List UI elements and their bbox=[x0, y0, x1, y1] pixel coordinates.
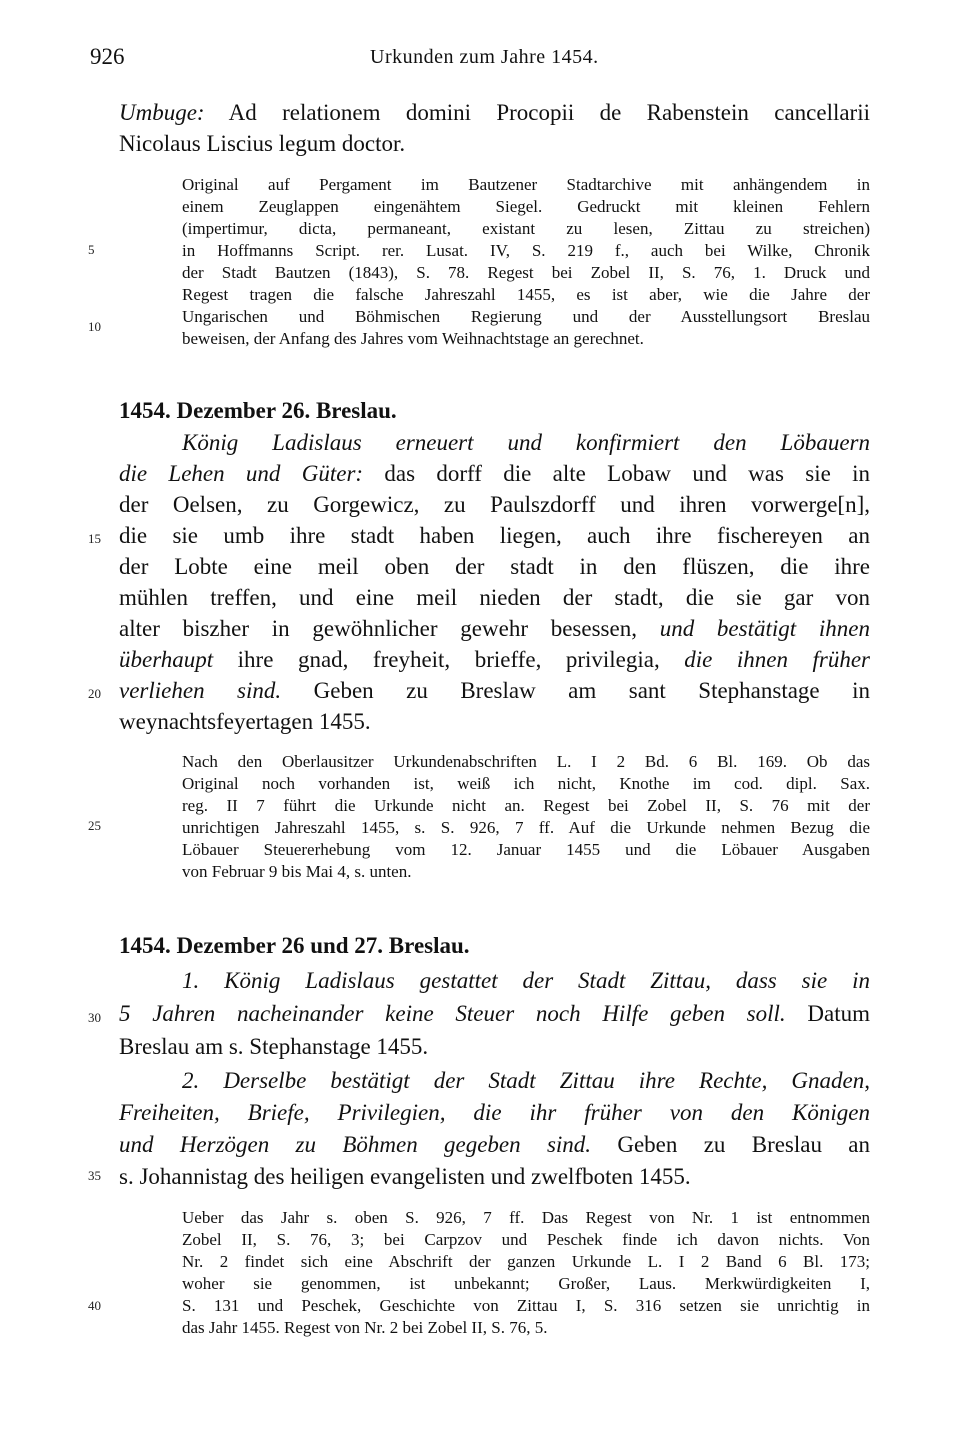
note-line: einem Zeuglappen eingenähtem Siegel. Gedruckt mit kleinen Fehlern bbox=[182, 197, 870, 216]
line-number: 35 bbox=[88, 1168, 101, 1183]
page-number: 926 bbox=[90, 44, 125, 69]
note-line: S. 131 und Peschek, Geschichte von Zittau I, S. 316 setzen sie unrichtig in bbox=[182, 1296, 870, 1315]
text-line bbox=[119, 1132, 870, 1158]
note-line: Ungarischen und Böhmischen Regierung und der Ausstellungsort Breslau bbox=[182, 307, 870, 326]
text-span: überhaupt bbox=[119, 647, 214, 672]
note-line: von Februar 9 bis Mai 4, s. unten. bbox=[182, 862, 412, 881]
note-line: Nach den Oberlausitzer Urkundenabschriften L. I 2 Bd. 6 Bl. 169. Ob das bbox=[182, 752, 870, 771]
note-line: Zobel II, S. 76, 3; bei Carpzov und Peschek finde ich davon nichts. Von bbox=[182, 1230, 870, 1249]
entry-heading: 1454. Dezember 26. Breslau. bbox=[119, 398, 397, 423]
text-span: 5 Jahren nacheinander keine Steuer noch Hilfe geben soll. bbox=[119, 1001, 786, 1026]
note-line: Original auf Pergament im Bautzener Stadtarchive mit anhängendem in bbox=[182, 175, 870, 194]
text-span: 1. König Ladislaus gestattet der Stadt Zittau, dass sie in bbox=[182, 968, 870, 993]
line-number: 5 bbox=[88, 242, 95, 257]
note-line: (impertimur, dicta, permaneant, existant zu lesen, Zittau zu streichen) bbox=[182, 219, 870, 238]
note-line: beweisen, der Anfang des Jahres vom Weihnachtstage an gerechnet. bbox=[182, 329, 644, 348]
text-line: die sie umb ihre stadt haben liegen, auch ihre fischereyen an bbox=[119, 523, 870, 548]
line-number: 30 bbox=[88, 1010, 101, 1025]
note-line: unrichtigen Jahreszahl 1455, s. S. 926, 7 ff. Auf die Urkunde nehmen Bezug die bbox=[182, 818, 870, 837]
text-line: Breslau am s. Stephanstage 1455. bbox=[119, 1034, 429, 1059]
text-line bbox=[182, 1068, 870, 1094]
text-line bbox=[182, 968, 870, 994]
text-line: der Oelsen, zu Gorgewicz, zu Paulszdorff und ihren vorwerge[n], bbox=[119, 492, 870, 517]
text-span: König Ladislaus erneuert und konfirmiert den Löbauern bbox=[182, 430, 870, 455]
note-line: in Hoffmanns Script. rer. Lusat. IV, S. 219 f., auch bei Wilke, Chronik bbox=[182, 241, 870, 260]
line-number: 40 bbox=[88, 1298, 101, 1313]
line-number: 10 bbox=[88, 319, 101, 334]
text-line bbox=[119, 1001, 870, 1027]
note-line: Nr. 2 findet sich eine Abschrift der ganzen Urkunde L. I 2 Band 6 Bl. 173; bbox=[182, 1252, 870, 1271]
text-line bbox=[119, 616, 870, 642]
note-line: Original noch vorhanden ist, weiß ich nicht, Knothe im cod. dipl. Sax. bbox=[182, 774, 870, 793]
note-line: das Jahr 1455. Regest von Nr. 2 bei Zobel II, S. 76, 5. bbox=[182, 1318, 548, 1337]
text-span: und Herzögen zu Böhmen gegeben sind. bbox=[119, 1132, 592, 1157]
note-line: Ueber das Jahr s. oben S. 926, 7 ff. Das Regest von Nr. 1 ist entnommen bbox=[182, 1208, 870, 1227]
text-span: ihre gnad, freyheit, brieffe, privilegia, bbox=[213, 647, 685, 672]
line-number: 20 bbox=[88, 686, 101, 701]
text-line bbox=[119, 100, 870, 126]
text-line: Nicolaus Liscius legum doctor. bbox=[119, 131, 406, 156]
text-span: verliehen sind. bbox=[119, 678, 282, 703]
text-span: die ihnen früher bbox=[684, 647, 870, 672]
text-span: Geben zu Breslaw am sant Stephanstage in bbox=[281, 678, 871, 703]
text-span: Freiheiten, Briefe, Privilegien, die ihr früher von den Königen bbox=[119, 1100, 870, 1125]
text-span: Datum bbox=[785, 1001, 870, 1026]
running-title: Urkunden zum Jahre 1454. bbox=[370, 46, 599, 68]
text-span: Geben zu Breslau an bbox=[591, 1132, 871, 1157]
text-line: der Lobte eine meil oben der stadt in den flüszen, die ihre bbox=[119, 554, 870, 579]
text-span: das dorff die alte Lobaw und was sie in bbox=[363, 461, 870, 486]
note-line: Löbauer Steuererhebung vom 12. Januar 1455 und die Löbauer Ausgaben bbox=[182, 840, 870, 859]
text-span: die Lehen und Güter: bbox=[119, 461, 364, 486]
page-header bbox=[0, 0, 960, 80]
text-line: s. Johannistag des heiligen evangelisten und zwelfboten 1455. bbox=[119, 1164, 691, 1189]
text-span: und bestätigt ihnen bbox=[659, 616, 870, 641]
text-line bbox=[119, 678, 870, 704]
line-number: 25 bbox=[88, 818, 101, 833]
note-line: Regest tragen die falsche Jahreszahl 1455, es ist aber, wie die Jahre der bbox=[182, 285, 870, 304]
text-span: Ad relationem domini Procopii de Rabenstein cancellarii bbox=[204, 100, 870, 125]
text-line bbox=[119, 461, 870, 487]
entry-heading: 1454. Dezember 26 und 27. Breslau. bbox=[119, 933, 470, 958]
note-line: der Stadt Bautzen (1843), S. 78. Regest bei Zobel II, S. 76, 1. Druck und bbox=[182, 263, 870, 282]
text-line: weynachtsfeyertagen 1455. bbox=[119, 709, 371, 734]
text-span: 2. Derselbe bestätigt der Stadt Zittau ihre Rechte, Gnaden, bbox=[182, 1068, 870, 1093]
text-line bbox=[119, 647, 870, 673]
line-number: 15 bbox=[88, 531, 101, 546]
note-line: reg. II 7 führt die Urkunde nicht an. Regest bei Zobel II, S. 76 mit der bbox=[182, 796, 870, 815]
umbuge-label: Umbuge: bbox=[119, 100, 205, 125]
text-line: mühlen treffen, und eine meil nieden der stadt, die sie gar von bbox=[119, 585, 870, 610]
text-line bbox=[119, 1100, 870, 1126]
note-line: woher sie genommen, ist unbekannt; Großer, Laus. Merkwürdigkeiten I, bbox=[182, 1274, 870, 1293]
text-line bbox=[182, 430, 870, 456]
text-span: alter biszher in gewöhnlicher gewehr besessen, bbox=[119, 616, 660, 641]
